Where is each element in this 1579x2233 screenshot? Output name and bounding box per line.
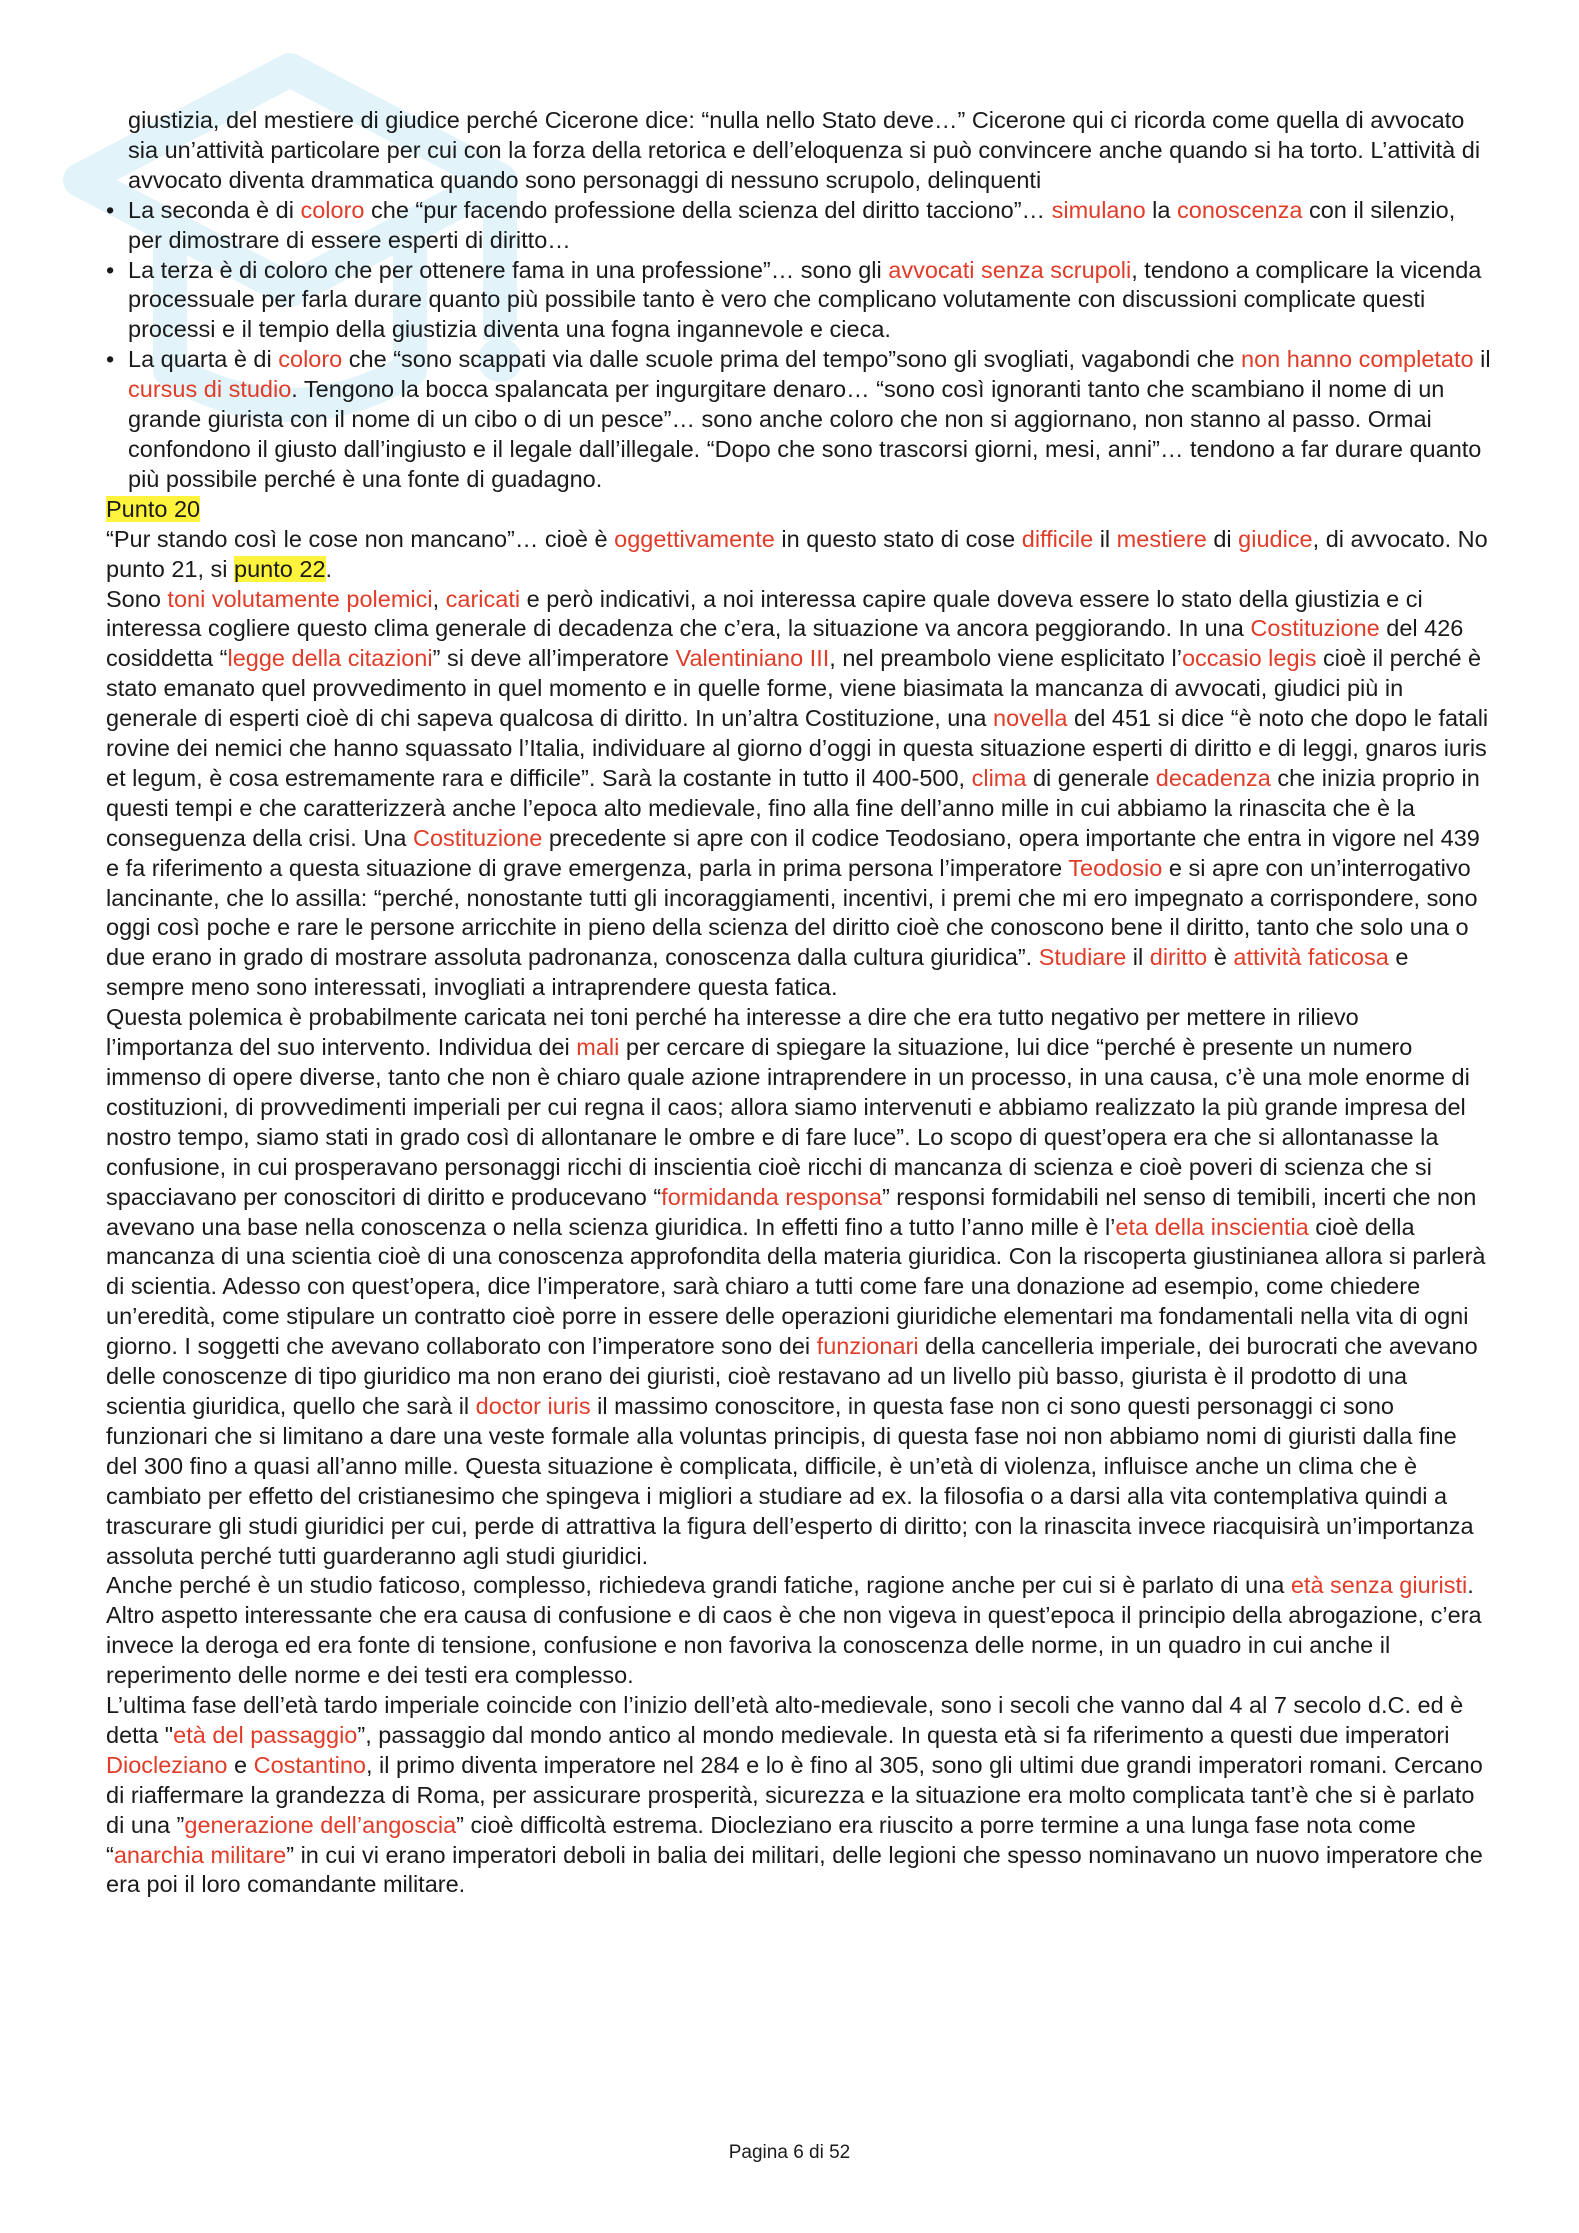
text-run: . Tengono la bocca spalancata per ingurgitare denaro… “sono così ignoranti tanto che scambiano il nome di un grande giurista con il nome di un cibo o di un pesce”… sono anche coloro che non si aggiornano, non stanno al passo. Ormai confondono il giusto dall’ingiusto e il legale dall’illegale. “Dopo che sono trascorsi giorni, mesi, anni”… tendono a far durare quanto più possibile perché è una fonte di guadagno. [128, 376, 1482, 492]
text-run: di [1206, 525, 1239, 552]
text-run: , il primo diventa imperatore nel 284 e lo è fino al 305, sono gli ultimi due grandi imperatori romani. Cercano di riaffermare la grandezza di Roma, per assicurare prosperità, sicurezza e la situazione era molto complicata tant’è che si è parlato di una ” [106, 1751, 1483, 1838]
paragraph-continuation: giustizia, del mestiere di giudice perché Cicerone dice: “nulla nello Stato deve…” Cicerone qui ci ricorda come quella di avvocato sia un’attività particolare per cui con la forza della retorica e dell’eloquenza si può convincere anche quando si ha torto. L’attività di avvocato diventa drammatica quando sono personaggi di nessuno scrupolo, delinquenti [128, 107, 1481, 193]
red-term: non hanno completato [1241, 346, 1474, 373]
text-run: con il silenzio, per dimostrare di essere esperti di diritto… [128, 196, 1456, 253]
red-term: Studiare [1038, 944, 1127, 971]
text-run: che inizia proprio in questi tempi e che caratterizzerà anche l’epoca alto medievale, fino alla fine dell’anno mille in cui abbiamo la rinascita che è la conseguenza della crisi. Una [106, 764, 1480, 851]
highlighted-term: punto 22 [234, 555, 326, 582]
red-term: anarchia militare [113, 1841, 287, 1868]
text-run: di generale [1026, 764, 1156, 791]
text-run: cioè il perché è stato emanato quel provvedimento in quel momento e in quelle forme, viene biasimata la mancanza di avvocati, giudici più in generale di esperti cioè di chi sapeva qualcosa di diritto. In un’altra Costituzione, una [106, 645, 1482, 732]
text-run: e però indicativi, a noi interessa capire quale doveva essere lo stato della giustizia e ci interessa cogliere questo clima generale di decadenza che c’era, la situazione va ancora peggiorando. In una [106, 585, 1423, 642]
red-term: coloro [300, 196, 365, 223]
red-term: doctor iuris [475, 1392, 591, 1419]
text-run: il [1473, 346, 1491, 373]
red-term: Valentiniano III [675, 645, 830, 672]
red-term: toni volutamente polemici [167, 585, 433, 612]
text-run: per cercare di spiegare la situazione, lui dice “perché è presente un numero immenso di opere diverse, tanto che non è chiaro quale azione intraprendere in un processo, in una causa, c’è una mole enorme di costituzioni, di provvedimenti imperiali per cui regna il caos; allora siamo intervenuti e abbiamo realizzato la più grande impresa del nostro tempo, siamo stati in grado così di allontanare le ombre e di fare luce”. Lo scopo di quest’opera era che si allontanasse la confusione, in cui prosperavano personaggi ricchi di inscientia cioè ricchi di mancanza di scienza e cioè poveri di scienza che si spacciavano per conoscitori di diritto e producevano “ [106, 1034, 1470, 1210]
red-term: funzionari [816, 1333, 919, 1360]
page-number: Pagina 6 di 52 [728, 2142, 851, 2163]
red-term: difficile [1021, 525, 1094, 552]
red-term: conoscenza [1177, 196, 1303, 223]
text-run: . [325, 555, 333, 582]
red-term: decadenza [1155, 764, 1271, 791]
list-item [106, 196, 1491, 256]
text-run: cioè della mancanza di una scientia cioè di una conoscenza approfondita della materia giuridica. Con la riscoperta giustinianea allora si parlerà di scientia. Adesso con quest’opera, dice l’imperatore, sarà chiaro a tutti come fare una donazione ad esempio, come chiedere un’eredità, come stipulare un contratto cioè porre in essere delle operazioni giuridiche elementari ma fondamentali nella vita di ogni giorno. I soggetti che avevano collaborato con l’imperatore sono dei [106, 1213, 1486, 1360]
text-run: il [1093, 525, 1117, 552]
paragraph [106, 1571, 1491, 1691]
red-term: caricati [445, 585, 521, 612]
text-run: , tendono a complicare la vicenda processuale per farla durare quanto più possibile tanto è vero che complicano volutamente con discussioni complicate questi processi e il tempio della giustizia diventa una fogna ingannevole e cieca. [128, 256, 1482, 343]
text-run: Questa polemica è probabilmente caricata nei toni perché ha interesse a dire che era tutto negativo per mettere in rilievo l’importanza del suo intervento. Individua dei [106, 1004, 1359, 1061]
red-term: attività faticosa [1233, 944, 1389, 971]
text-run: che “sono scappati via dalle scuole prima del tempo”sono gli svogliati, vagabondi che [342, 346, 1242, 373]
text-run: ” in cui vi erano imperatori deboli in balia dei militari, delle legioni che spesso nominavano un nuovo imperatore che era poi il loro comandante militare. [106, 1841, 1483, 1898]
text-run: . Altro aspetto interessante che era causa di confusione e di caos è che non vigeva in quest’epoca il principio della abrogazione, c’era invece la deroga ed era fonte di tensione, confusione e non favoriva la conoscenza delle norme, in un quadro in cui anche il reperimento delle norme e dei testi era complesso. [106, 1572, 1482, 1689]
text-run: è [1207, 944, 1234, 971]
text-run: , [432, 585, 446, 612]
paragraph [106, 1691, 1491, 1900]
text-run: ”, passaggio dal mondo antico al mondo medievale. In questa età si fa riferimento a questi due imperatori [357, 1721, 1450, 1748]
red-term: Costituzione [1250, 615, 1380, 642]
text-run: che “pur facendo professione della scienza del diritto tacciono”… [364, 196, 1052, 223]
text-run: del 426 cosiddetta “ [106, 615, 1464, 672]
text-run: il massimo conoscitore, in questa fase non ci sono questi personaggi ci sono funzionari che si limitano a dare una veste formale alla voluntas principis, di questa fase noi non abbiamo nomi di giuristi dalla fine del 300 fino a quasi all’anno mille. Questa situazione è complicata, difficile, è un’età di violenza, influisce anche un clima che è cambiato per effetto del cristianesimo che spingeva i migliori a studiare ad ex. la filosofia o a darsi alla vita contemplativa quindi a trascurare gli studi giuridici per cui, perde di attrattiva la figura dell’esperto di diritto; con la rinascita invece riacquisirà un’importanza assoluta perché tutti guarderanno agli studi giuridici. [106, 1392, 1474, 1569]
red-term: formidanda responsa [661, 1183, 882, 1210]
red-term: coloro [278, 346, 343, 373]
red-term: generazione dell’angoscia [184, 1811, 457, 1838]
red-term: Costantino [253, 1751, 366, 1778]
text-run: e si apre con un’interrogativo lancinante, che lo assilla: “perché, nonostante tutti gli incoraggiamenti, incentivi, i premi che mi ero impegnato a corrispondere, sono oggi così poche e rare le persone arricchite in pieno della scienza del diritto cioè che conoscono bene il diritto, tanto che solo una o due erano in grado di mostrare assoluta padronanza, conoscenza dalla cultura giuridica”. [106, 854, 1478, 971]
text-run: precedente si apre con il codice Teodosiano, opera importante che entra in vigore nel 439 e fa riferimento a questa situazione di grave emergenza, parla in prima persona l’imperatore [106, 824, 1480, 881]
text-run: “Pur stando così le cose non mancano”… cioè è [106, 525, 615, 552]
text-run: ” si deve all’imperatore [432, 645, 676, 672]
paragraph [106, 525, 1491, 585]
text-run: Anche perché è un studio faticoso, complesso, richiedeva grandi fatiche, ragione anche per cui si è parlato di una [106, 1572, 1291, 1599]
bullet-list [106, 196, 1491, 495]
text-run: L’ultima fase dell’età tardo imperiale coincide con l’inizio dell’età alto-medievale, sono i secoli che vanno dal 4 al 7 secolo d.C. ed è detta " [106, 1692, 1464, 1748]
text-run: ” cioè difficoltà estrema. Diocleziano era riuscito a porre termine a una lunga fase nota come “ [106, 1811, 1416, 1868]
red-term: mestiere [1116, 525, 1207, 552]
paragraph [106, 585, 1491, 1004]
red-term: occasio legis [1181, 645, 1317, 672]
red-term: avvocati senza scrupoli [888, 256, 1132, 283]
text-run: La seconda è di [128, 196, 301, 223]
red-term: diritto [1149, 944, 1208, 971]
highlighted-heading: Punto 20 [106, 495, 201, 522]
red-term: eta della inscientia [1115, 1213, 1309, 1240]
paragraph [106, 1003, 1491, 1571]
text-run: e sempre meno sono interessati, invogliati a intraprendere questa fatica. [106, 944, 1409, 1001]
text-run: La quarta è di [128, 346, 279, 373]
text-run: Sono [106, 585, 168, 612]
red-term: legge della citazioni [227, 645, 433, 672]
text-run: in questo stato di cose [774, 525, 1022, 552]
red-term: età del passaggio [173, 1721, 358, 1748]
section-heading [106, 495, 1491, 525]
red-term: Costituzione [412, 824, 543, 851]
list-item [106, 345, 1491, 495]
text-run: , di avvocato. No punto 21, si [106, 525, 1488, 582]
red-term: clima [971, 764, 1027, 791]
list-item [106, 256, 1491, 346]
red-term: età senza giuristi [1290, 1572, 1468, 1599]
text-run: La terza è di coloro che per ottenere fama in una professione”… sono gli [128, 256, 889, 283]
document-body [106, 106, 1491, 1900]
text-run: della cancelleria imperiale, dei burocrati che avevano delle conoscenze di tipo giuridico ma non erano dei giuristi, cioè restavano ad un livello più basso, giurista è il prodotto di una scientia giuridica, quello che sarà il [106, 1333, 1478, 1419]
text-run: la [1145, 196, 1177, 223]
red-term: novella [993, 705, 1068, 732]
red-term: Teodosio [1068, 854, 1163, 881]
red-term: oggettivamente [614, 525, 775, 552]
text-run: il [1126, 944, 1150, 971]
text-run: ” responsi formidabili nel senso di temibili, incerti che non avevano una base nella conoscenza o nella scienza giuridica. In effetti fino a tutto l’anno mille è l’ [106, 1183, 1477, 1240]
text-run: e [227, 1751, 254, 1778]
red-term: giudice [1238, 525, 1313, 552]
red-term: simulano [1051, 196, 1146, 223]
text-run: del 451 si dice “è noto che dopo le fatali rovine dei nemici che hanno squassato l’Italia, individuare al giorno d’oggi in questa situazione esperti di diritto e di leggi, gnaros iuris et legum, è cosa estremamente rara e difficile”. Sarà la costante in tutto il 400-500, [106, 705, 1489, 791]
text-run: , nel preambolo viene esplicitato l’ [829, 645, 1182, 672]
red-term: mali [576, 1034, 620, 1061]
red-term: Diocleziano [106, 1751, 228, 1778]
red-term: cursus di studio [128, 376, 292, 403]
